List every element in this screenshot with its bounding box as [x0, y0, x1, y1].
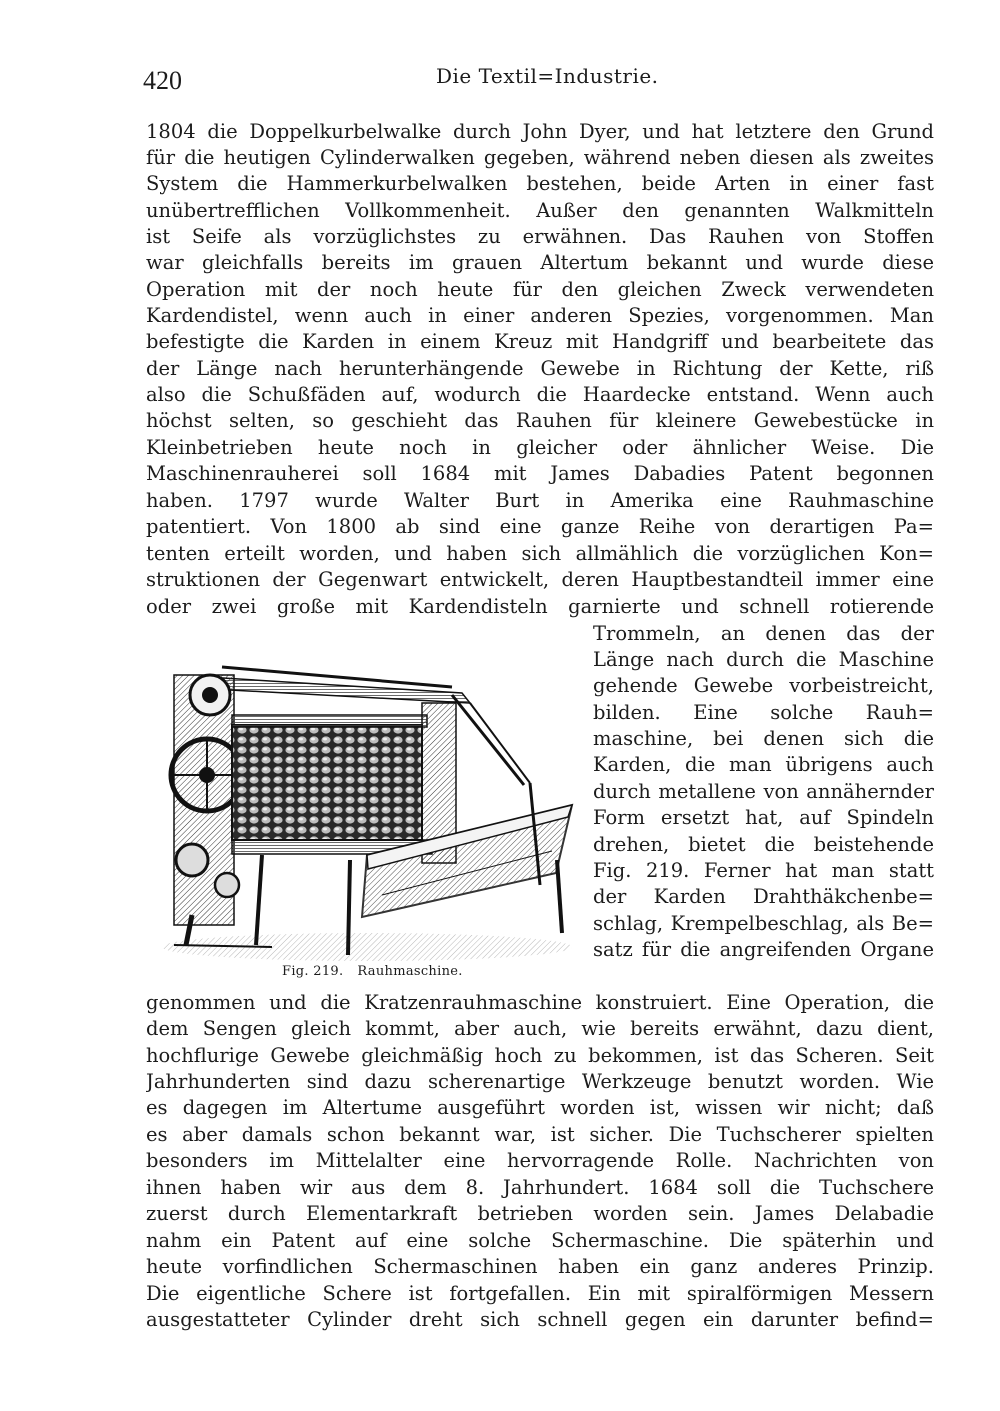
text-line: patentiert. Von 1800 ab sind eine ganze Reihe von derartigen Pa=	[146, 515, 934, 538]
text-line: System die Hammerkurbelwalken bestehen, beide Arten in einer fast	[146, 172, 934, 195]
text-line: Jahrhunderten sind dazu scherenartige Werkzeuge benutzt worden. Wie	[146, 1070, 934, 1093]
text-line: Die eigentliche Schere ist fortgefallen. Ein mit spiralförmigen Messern	[146, 1282, 934, 1305]
text-line-side: schlag, Krempelbeschlag, als Be=	[593, 912, 934, 935]
text-line-side: Fig. 219. Ferner hat man statt	[593, 859, 934, 882]
figure-number: Fig. 219.	[282, 964, 344, 979]
text-line: ihnen haben wir aus dem 8. Jahrhundert. 1684 soll die Tuchschere	[146, 1176, 934, 1199]
text-line-side: der Karden Drahthäkchenbe=	[593, 885, 934, 908]
text-line: hochflurige Gewebe gleichmäßig hoch zu bekommen, ist das Scheren. Seit	[146, 1044, 934, 1067]
running-title: Die Textil=Industrie.	[436, 64, 659, 88]
text-line-side: durch metallene von annähernder	[593, 780, 934, 803]
text-line-side: satz für die angreifenden Organe	[593, 938, 934, 961]
text-line: ist Seife als vorzüglichstes zu erwähnen. Das Rauhen von Stoffen	[146, 225, 934, 248]
text-line: Kleinbetrieben heute noch in gleicher oder ähnlicher Weise. Die	[146, 436, 934, 459]
text-line-side: gehende Gewebe vorbeistreicht,	[593, 674, 934, 697]
text-line: also die Schußfäden auf, wodurch die Haardecke entstand. Wenn auch	[146, 383, 934, 406]
text-line: dem Sengen gleich kommt, aber auch, wie bereits erwähnt, dazu dient,	[146, 1017, 934, 1040]
text-line-side: Karden, die man übrigens auch	[593, 753, 934, 776]
text-line: für die heutigen Cylinderwalken gegeben, während neben diesen als zweites	[146, 146, 934, 169]
text-line-side: Form ersetzt hat, auf Spindeln	[593, 806, 934, 829]
text-line: Kardendistel, wenn auch in einer anderen Spezies, vorgenommen. Man	[146, 304, 934, 327]
text-line: struktionen der Gegenwart entwickelt, deren Hauptbestandteil immer eine	[146, 568, 934, 591]
figure-caption	[282, 964, 463, 979]
rauhmaschine-illustration	[152, 655, 586, 965]
text-line: unübertrefflichen Vollkommenheit. Außer den genannten Walkmitteln	[146, 199, 934, 222]
text-line: tenten erteilt worden, und haben sich allmählich die vorzüglichen Kon=	[146, 542, 934, 565]
text-line: Operation mit der noch heute für den gleichen Zweck verwendeten	[146, 278, 934, 301]
text-line: 1804 die Doppelkurbelwalke durch John Dyer, und hat letztere den Grund	[146, 120, 934, 143]
text-line: genommen und die Kratzenrauhmaschine konstruiert. Eine Operation, die	[146, 991, 934, 1014]
figure-title: Rauhmaschine.	[357, 964, 463, 979]
text-line: zuerst durch Elementarkraft betrieben worden sein. James Delabadie	[146, 1202, 934, 1225]
text-line: nahm ein Patent auf eine solche Schermaschine. Die späterhin und	[146, 1229, 934, 1252]
text-line: es dagegen im Altertume ausgeführt worden ist, wissen wir nicht; daß	[146, 1096, 934, 1119]
text-line: höchst selten, so geschieht das Rauhen für kleinere Gewebestücke in	[146, 409, 934, 432]
text-line-side: maschine, bei denen sich die	[593, 727, 934, 750]
text-line: oder zwei große mit Kardendisteln garnierte und schnell rotierende	[146, 595, 934, 618]
page-number: 420	[143, 66, 182, 95]
text-line: befestigte die Karden in einem Kreuz mit Handgriff und bearbeitete das	[146, 330, 934, 353]
text-line: es aber damals schon bekannt war, ist sicher. Die Tuchscherer spielten	[146, 1123, 934, 1146]
text-line: war gleichfalls bereits im grauen Altertum bekannt und wurde diese	[146, 251, 934, 274]
text-line: besonders im Mittelalter eine hervorragende Rolle. Nachrichten von	[146, 1149, 934, 1172]
text-line-side: Länge nach durch die Maschine	[593, 648, 934, 671]
text-line: Maschinenrauherei soll 1684 mit James Dabadies Patent begonnen	[146, 462, 934, 485]
text-line: ausgestatteter Cylinder dreht sich schnell gegen ein darunter befind=	[146, 1308, 934, 1331]
figure-rauhmaschine	[152, 655, 586, 965]
text-line-side: bilden. Eine solche Rauh=	[593, 701, 934, 724]
text-line-side: drehen, bietet die beistehende	[593, 833, 934, 856]
text-line: der Länge nach herunterhängende Gewebe in Richtung der Kette, riß	[146, 357, 934, 380]
text-line: heute vorfindlichen Schermaschinen haben ein ganz anderes Prinzip.	[146, 1255, 934, 1278]
text-line: haben. 1797 wurde Walter Burt in Amerika eine Rauhmaschine	[146, 489, 934, 512]
text-line-side: Trommeln, an denen das der	[593, 622, 934, 645]
